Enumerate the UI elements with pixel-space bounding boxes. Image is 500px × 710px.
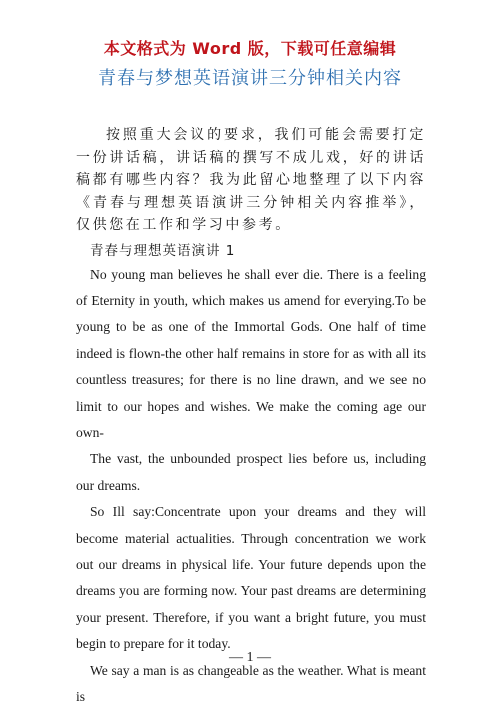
document-body [76, 124, 426, 710]
body-paragraph: We say a man is as changeable as the weather. What is meant is [76, 662, 426, 704]
intro-paragraph: 按照重大会议的要求，我们可能会需要打定一份讲话稿，讲话稿的撰写不成儿戏，好的讲话稿都有哪些内容？我为此留心地整理了以下内容《青春与理想英语演讲三分钟相关内容推举》，仅供您在工作和学习中参考。 [76, 127, 426, 233]
body-paragraph: No young man believes he shall ever die. There is a feeling of Eternity in youth, which makes us amend for everying.To be young to be as one of the Immortal Gods. One half of time indeed is flown-the other half remains in store for as with all its countless treasures; for there is no line drawn, and we see no limit to our hopes and wishes. We make the coming age our own- [76, 266, 426, 440]
document-title: 青春与梦想英语演讲三分钟相关内容 [98, 68, 402, 89]
page-number: — 1 — [229, 650, 271, 665]
body-paragraph: The vast, the unbounded prospect lies before us, including our dreams. [76, 451, 426, 493]
body-paragraph: So Ill say:Concentrate upon your dreams and they will become material actualities. Through concentration we work out our dreams in physical life. Your future depends upon the dreams you are forming now. Your past dreams are determining your present. Therefore, if you want a bright future, you must begin to prepare for it today. [76, 504, 426, 652]
format-notice: 本文格式为 Word 版，下载可任意编辑 [103, 39, 397, 58]
section-heading: 青春与理想英语演讲 1 [90, 242, 236, 259]
